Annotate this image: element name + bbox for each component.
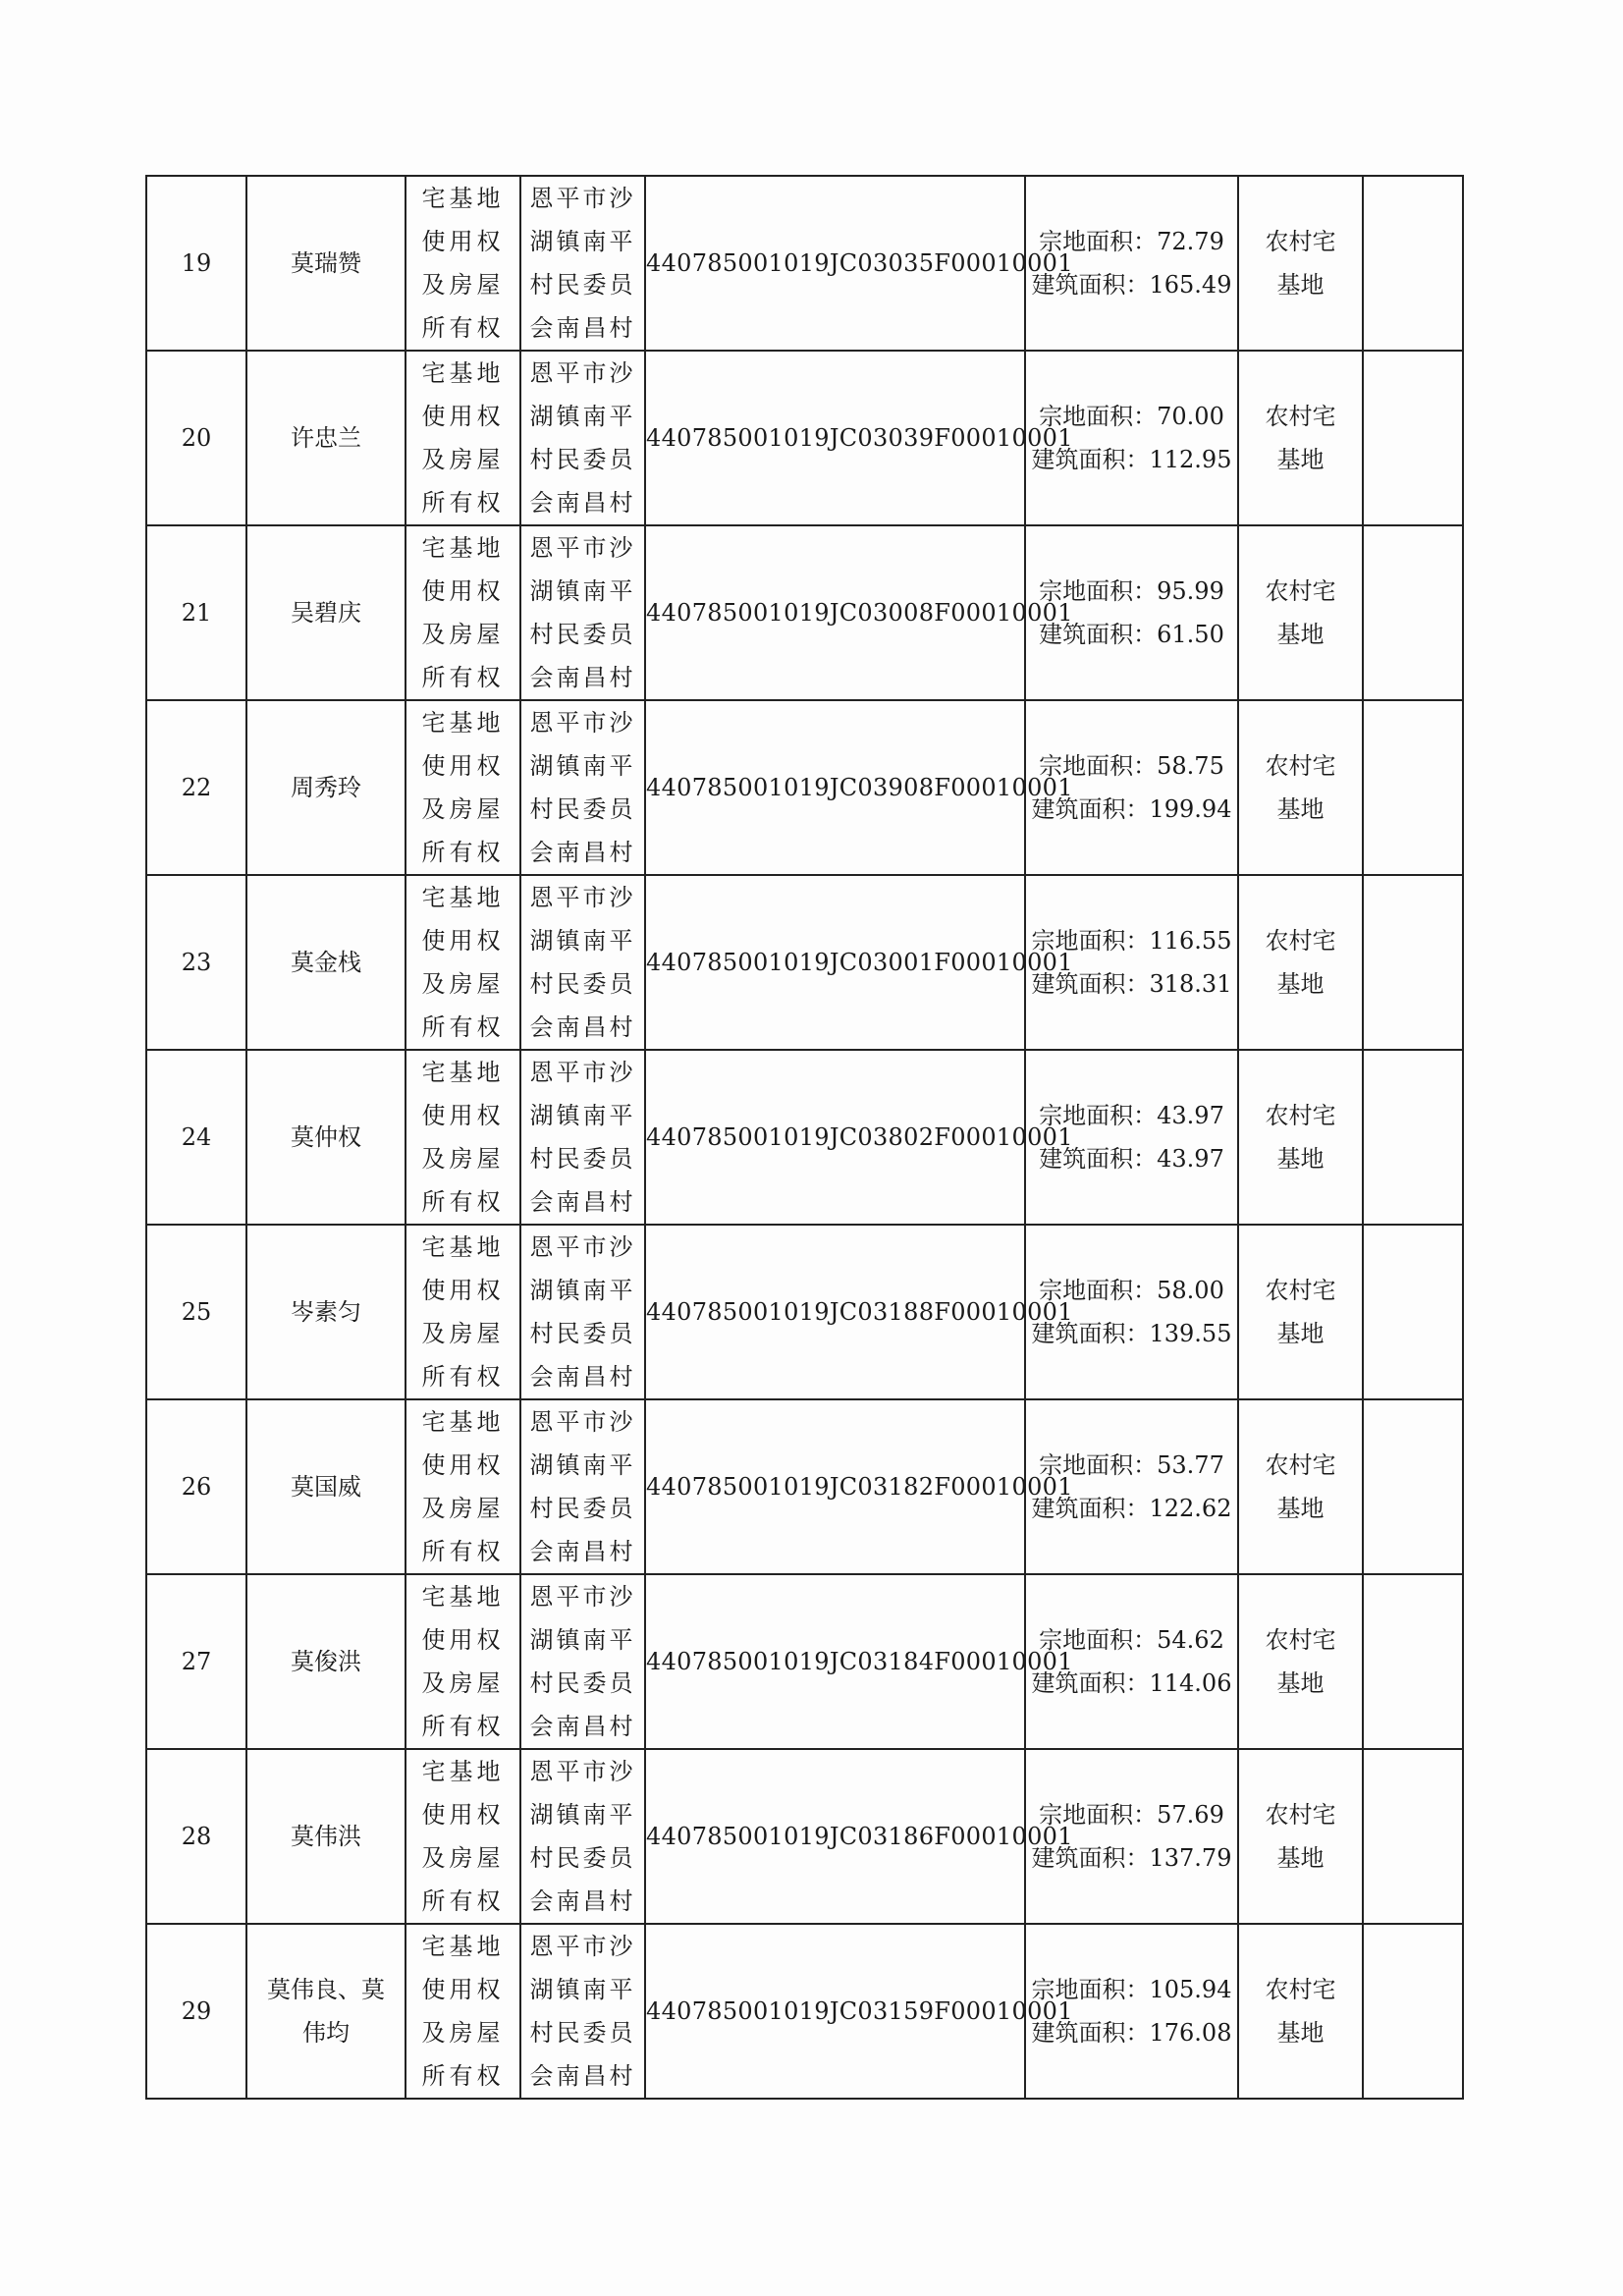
table-row	[146, 351, 1463, 525]
right-type-line: 宅基地	[421, 709, 505, 737]
right-type-cell	[406, 1924, 520, 2099]
land-use-cell	[1238, 1574, 1363, 1749]
right-type-cell	[406, 525, 520, 700]
unit-code-cell: 440785001019JC03188F00010001	[645, 1225, 1025, 1399]
right-type-line: 使用权	[421, 1451, 505, 1479]
land-use-cell	[1238, 1399, 1363, 1574]
land-use-cell	[1238, 1924, 1363, 2099]
land-owner-line: 湖镇南平	[529, 1102, 636, 1129]
right-type-cell	[406, 1225, 520, 1399]
building-area: 建筑面积：199.94	[1031, 795, 1232, 823]
land-use-line: 农村宅	[1265, 403, 1336, 430]
land-owner-line: 村民委员	[529, 1669, 636, 1697]
building-area: 建筑面积：114.06	[1031, 1669, 1232, 1697]
land-owner-line: 会南昌村	[529, 664, 636, 691]
building-area: 建筑面积：61.50	[1039, 621, 1224, 648]
land-use-line: 基地	[1276, 446, 1325, 473]
row-number-cell: 28	[146, 1749, 246, 1924]
land-use-line: 农村宅	[1265, 927, 1336, 955]
unit-code-cell: 440785001019JC03159F00010001	[645, 1924, 1025, 2099]
right-type-line: 宅基地	[421, 1233, 505, 1261]
right-type-line: 所有权	[421, 1713, 505, 1740]
land-owner-line: 村民委员	[529, 795, 636, 823]
area-cell	[1025, 1399, 1238, 1574]
table-row	[146, 176, 1463, 351]
land-use-line: 农村宅	[1265, 1976, 1336, 2003]
note-cell	[1363, 176, 1463, 351]
right-type-line: 所有权	[421, 2062, 505, 2090]
land-area: 宗地面积：105.94	[1031, 1976, 1232, 2003]
land-owner-cell	[520, 1050, 645, 1225]
area-cell	[1025, 700, 1238, 875]
land-owner-line: 湖镇南平	[529, 927, 636, 955]
land-owner-line: 恩平市沙	[529, 1059, 636, 1086]
land-use-line: 基地	[1276, 795, 1325, 823]
right-type-line: 及房屋	[421, 1844, 505, 1872]
owner-name-cell: 莫国威	[246, 1399, 406, 1574]
land-owner-line: 村民委员	[529, 621, 636, 648]
row-number-cell: 20	[146, 351, 246, 525]
owner-name-cell: 吴碧庆	[246, 525, 406, 700]
right-type-line: 使用权	[421, 927, 505, 955]
area-cell	[1025, 1924, 1238, 2099]
land-owner-line: 恩平市沙	[529, 884, 636, 911]
land-owner-line: 村民委员	[529, 970, 636, 998]
land-use-line: 农村宅	[1265, 1102, 1336, 1129]
note-cell	[1363, 1225, 1463, 1399]
land-owner-line: 会南昌村	[529, 1713, 636, 1740]
land-owner-line: 恩平市沙	[529, 534, 636, 562]
land-area: 宗地面积：57.69	[1039, 1801, 1224, 1829]
land-owner-line: 恩平市沙	[529, 1583, 636, 1611]
right-type-line: 及房屋	[421, 1320, 505, 1347]
land-owner-line: 村民委员	[529, 1145, 636, 1173]
right-type-cell	[406, 700, 520, 875]
land-area: 宗地面积：43.97	[1039, 1102, 1224, 1129]
land-use-cell	[1238, 875, 1363, 1050]
right-type-line: 宅基地	[421, 1059, 505, 1086]
land-owner-cell	[520, 1749, 645, 1924]
land-owner-cell	[520, 875, 645, 1050]
owner-name-cell	[246, 1924, 406, 2099]
table-row	[146, 1050, 1463, 1225]
building-area: 建筑面积：112.95	[1031, 446, 1232, 473]
land-area: 宗地面积：54.62	[1039, 1626, 1224, 1654]
land-use-line: 农村宅	[1265, 752, 1336, 780]
building-area: 建筑面积：137.79	[1031, 1844, 1232, 1872]
table-row	[146, 1924, 1463, 2099]
right-type-line: 及房屋	[421, 1495, 505, 1522]
row-number-cell: 29	[146, 1924, 246, 2099]
land-owner-line: 湖镇南平	[529, 577, 636, 605]
right-type-line: 宅基地	[421, 1583, 505, 1611]
right-type-line: 使用权	[421, 1801, 505, 1829]
land-owner-line: 村民委员	[529, 2019, 636, 2047]
land-use-line: 农村宅	[1265, 1451, 1336, 1479]
land-use-cell	[1238, 1225, 1363, 1399]
land-owner-line: 恩平市沙	[529, 359, 636, 387]
right-type-cell	[406, 1574, 520, 1749]
land-owner-line: 会南昌村	[529, 2062, 636, 2090]
registry-table-body	[146, 176, 1463, 2099]
land-owner-line: 村民委员	[529, 446, 636, 473]
right-type-line: 及房屋	[421, 2019, 505, 2047]
table-row	[146, 1574, 1463, 1749]
right-type-line: 所有权	[421, 1013, 505, 1041]
right-type-line: 所有权	[421, 489, 505, 517]
area-cell	[1025, 351, 1238, 525]
land-area: 宗地面积：116.55	[1031, 927, 1232, 955]
land-use-line: 基地	[1276, 1495, 1325, 1522]
right-type-line: 宅基地	[421, 1408, 505, 1436]
land-owner-line: 湖镇南平	[529, 1277, 636, 1304]
area-cell	[1025, 1574, 1238, 1749]
building-area: 建筑面积：43.97	[1039, 1145, 1224, 1173]
land-use-line: 基地	[1276, 2019, 1325, 2047]
building-area: 建筑面积：139.55	[1031, 1320, 1232, 1347]
note-cell	[1363, 525, 1463, 700]
area-cell	[1025, 1749, 1238, 1924]
land-owner-cell	[520, 700, 645, 875]
note-cell	[1363, 700, 1463, 875]
land-area: 宗地面积：58.75	[1039, 752, 1224, 780]
owner-name-cell: 莫金栈	[246, 875, 406, 1050]
unit-code-cell: 440785001019JC03035F00010001	[645, 176, 1025, 351]
right-type-line: 使用权	[421, 1277, 505, 1304]
land-use-line: 农村宅	[1265, 1626, 1336, 1654]
right-type-line: 使用权	[421, 752, 505, 780]
right-type-line: 宅基地	[421, 185, 505, 212]
land-use-line: 基地	[1276, 1844, 1325, 1872]
right-type-line: 及房屋	[421, 795, 505, 823]
unit-code-cell: 440785001019JC03186F00010001	[645, 1749, 1025, 1924]
row-number-cell: 22	[146, 700, 246, 875]
building-area: 建筑面积：122.62	[1031, 1495, 1232, 1522]
right-type-cell	[406, 1749, 520, 1924]
land-owner-line: 会南昌村	[529, 1887, 636, 1915]
right-type-line: 宅基地	[421, 534, 505, 562]
land-use-line: 农村宅	[1265, 1801, 1336, 1829]
land-owner-cell	[520, 1924, 645, 2099]
land-use-cell	[1238, 1749, 1363, 1924]
building-area: 建筑面积：176.08	[1031, 2019, 1232, 2047]
land-owner-line: 湖镇南平	[529, 1976, 636, 2003]
row-number-cell: 25	[146, 1225, 246, 1399]
area-cell	[1025, 176, 1238, 351]
note-cell	[1363, 351, 1463, 525]
owner-name-line: 莫伟良、莫	[267, 1976, 385, 2003]
land-owner-line: 湖镇南平	[529, 1801, 636, 1829]
land-area: 宗地面积：58.00	[1039, 1277, 1224, 1304]
right-type-line: 宅基地	[421, 359, 505, 387]
right-type-line: 使用权	[421, 403, 505, 430]
land-owner-line: 会南昌村	[529, 489, 636, 517]
table-row	[146, 525, 1463, 700]
land-owner-line: 湖镇南平	[529, 403, 636, 430]
land-owner-line: 村民委员	[529, 1495, 636, 1522]
row-number-cell: 24	[146, 1050, 246, 1225]
right-type-line: 使用权	[421, 577, 505, 605]
land-use-cell	[1238, 176, 1363, 351]
owner-name-line: 伟均	[302, 2019, 350, 2047]
unit-code-cell: 440785001019JC03184F00010001	[645, 1574, 1025, 1749]
owner-name-cell: 莫仲权	[246, 1050, 406, 1225]
table-row	[146, 1399, 1463, 1574]
land-owner-line: 村民委员	[529, 1844, 636, 1872]
owner-name-cell: 莫瑞赞	[246, 176, 406, 351]
land-owner-line: 会南昌村	[529, 1188, 636, 1216]
land-area: 宗地面积：70.00	[1039, 403, 1224, 430]
right-type-line: 宅基地	[421, 1933, 505, 1960]
owner-name-cell: 许忠兰	[246, 351, 406, 525]
area-cell	[1025, 1225, 1238, 1399]
right-type-cell	[406, 176, 520, 351]
note-cell	[1363, 875, 1463, 1050]
land-owner-line: 会南昌村	[529, 1538, 636, 1565]
right-type-line: 所有权	[421, 664, 505, 691]
land-owner-line: 会南昌村	[529, 839, 636, 866]
row-number-cell: 23	[146, 875, 246, 1050]
land-owner-cell	[520, 1399, 645, 1574]
land-use-cell	[1238, 1050, 1363, 1225]
land-area: 宗地面积：53.77	[1039, 1451, 1224, 1479]
land-owner-line: 恩平市沙	[529, 1758, 636, 1785]
owner-name-cell: 周秀玲	[246, 700, 406, 875]
row-number-cell: 27	[146, 1574, 246, 1749]
right-type-cell	[406, 1050, 520, 1225]
right-type-line: 所有权	[421, 839, 505, 866]
right-type-line: 所有权	[421, 1538, 505, 1565]
right-type-line: 所有权	[421, 1887, 505, 1915]
land-use-line: 基地	[1276, 1669, 1325, 1697]
land-use-cell	[1238, 525, 1363, 700]
property-registry-table	[145, 175, 1464, 2100]
building-area: 建筑面积：165.49	[1031, 271, 1232, 299]
right-type-line: 及房屋	[421, 1145, 505, 1173]
land-use-line: 基地	[1276, 1320, 1325, 1347]
land-area: 宗地面积：95.99	[1039, 577, 1224, 605]
land-use-line: 农村宅	[1265, 1277, 1336, 1304]
land-owner-line: 恩平市沙	[529, 185, 636, 212]
owner-name-cell: 莫伟洪	[246, 1749, 406, 1924]
right-type-line: 所有权	[421, 314, 505, 342]
land-owner-line: 恩平市沙	[529, 1408, 636, 1436]
right-type-cell	[406, 875, 520, 1050]
note-cell	[1363, 1924, 1463, 2099]
table-row	[146, 1225, 1463, 1399]
note-cell	[1363, 1574, 1463, 1749]
owner-name-cell: 莫俊洪	[246, 1574, 406, 1749]
table-row	[146, 875, 1463, 1050]
area-cell	[1025, 875, 1238, 1050]
land-owner-line: 恩平市沙	[529, 1933, 636, 1960]
right-type-line: 使用权	[421, 1626, 505, 1654]
table-row	[146, 700, 1463, 875]
right-type-line: 及房屋	[421, 621, 505, 648]
right-type-line: 及房屋	[421, 970, 505, 998]
land-owner-cell	[520, 351, 645, 525]
land-owner-cell	[520, 1574, 645, 1749]
land-owner-cell	[520, 1225, 645, 1399]
owner-name-cell: 岑素匀	[246, 1225, 406, 1399]
right-type-line: 所有权	[421, 1188, 505, 1216]
row-number-cell: 21	[146, 525, 246, 700]
land-owner-line: 湖镇南平	[529, 1451, 636, 1479]
right-type-line: 使用权	[421, 1976, 505, 2003]
table-row	[146, 1749, 1463, 1924]
right-type-line: 及房屋	[421, 1669, 505, 1697]
land-use-line: 基地	[1276, 1145, 1325, 1173]
right-type-line: 宅基地	[421, 884, 505, 911]
right-type-cell	[406, 1399, 520, 1574]
land-owner-line: 恩平市沙	[529, 709, 636, 737]
land-owner-line: 会南昌村	[529, 314, 636, 342]
land-owner-line: 湖镇南平	[529, 752, 636, 780]
building-area: 建筑面积：318.31	[1031, 970, 1232, 998]
right-type-line: 使用权	[421, 1102, 505, 1129]
note-cell	[1363, 1050, 1463, 1225]
area-cell	[1025, 525, 1238, 700]
unit-code-cell: 440785001019JC03001F00010001	[645, 875, 1025, 1050]
unit-code-cell: 440785001019JC03008F00010001	[645, 525, 1025, 700]
land-use-line: 农村宅	[1265, 577, 1336, 605]
land-use-cell	[1238, 351, 1363, 525]
land-owner-cell	[520, 176, 645, 351]
land-use-line: 农村宅	[1265, 228, 1336, 255]
land-owner-line: 湖镇南平	[529, 1626, 636, 1654]
land-owner-line: 恩平市沙	[529, 1233, 636, 1261]
land-owner-cell	[520, 525, 645, 700]
row-number-cell: 26	[146, 1399, 246, 1574]
land-use-line: 基地	[1276, 970, 1325, 998]
area-cell	[1025, 1050, 1238, 1225]
note-cell	[1363, 1399, 1463, 1574]
note-cell	[1363, 1749, 1463, 1924]
right-type-line: 及房屋	[421, 446, 505, 473]
right-type-line: 宅基地	[421, 1758, 505, 1785]
land-owner-line: 村民委员	[529, 1320, 636, 1347]
right-type-cell	[406, 351, 520, 525]
land-owner-line: 会南昌村	[529, 1363, 636, 1391]
unit-code-cell: 440785001019JC03182F00010001	[645, 1399, 1025, 1574]
land-owner-line: 湖镇南平	[529, 228, 636, 255]
land-use-line: 基地	[1276, 621, 1325, 648]
land-use-line: 基地	[1276, 271, 1325, 299]
land-owner-line: 会南昌村	[529, 1013, 636, 1041]
land-area: 宗地面积：72.79	[1039, 228, 1224, 255]
land-owner-line: 村民委员	[529, 271, 636, 299]
unit-code-cell: 440785001019JC03802F00010001	[645, 1050, 1025, 1225]
unit-code-cell: 440785001019JC03908F00010001	[645, 700, 1025, 875]
right-type-line: 及房屋	[421, 271, 505, 299]
right-type-line: 所有权	[421, 1363, 505, 1391]
land-use-cell	[1238, 700, 1363, 875]
row-number-cell: 19	[146, 176, 246, 351]
unit-code-cell: 440785001019JC03039F00010001	[645, 351, 1025, 525]
right-type-line: 使用权	[421, 228, 505, 255]
